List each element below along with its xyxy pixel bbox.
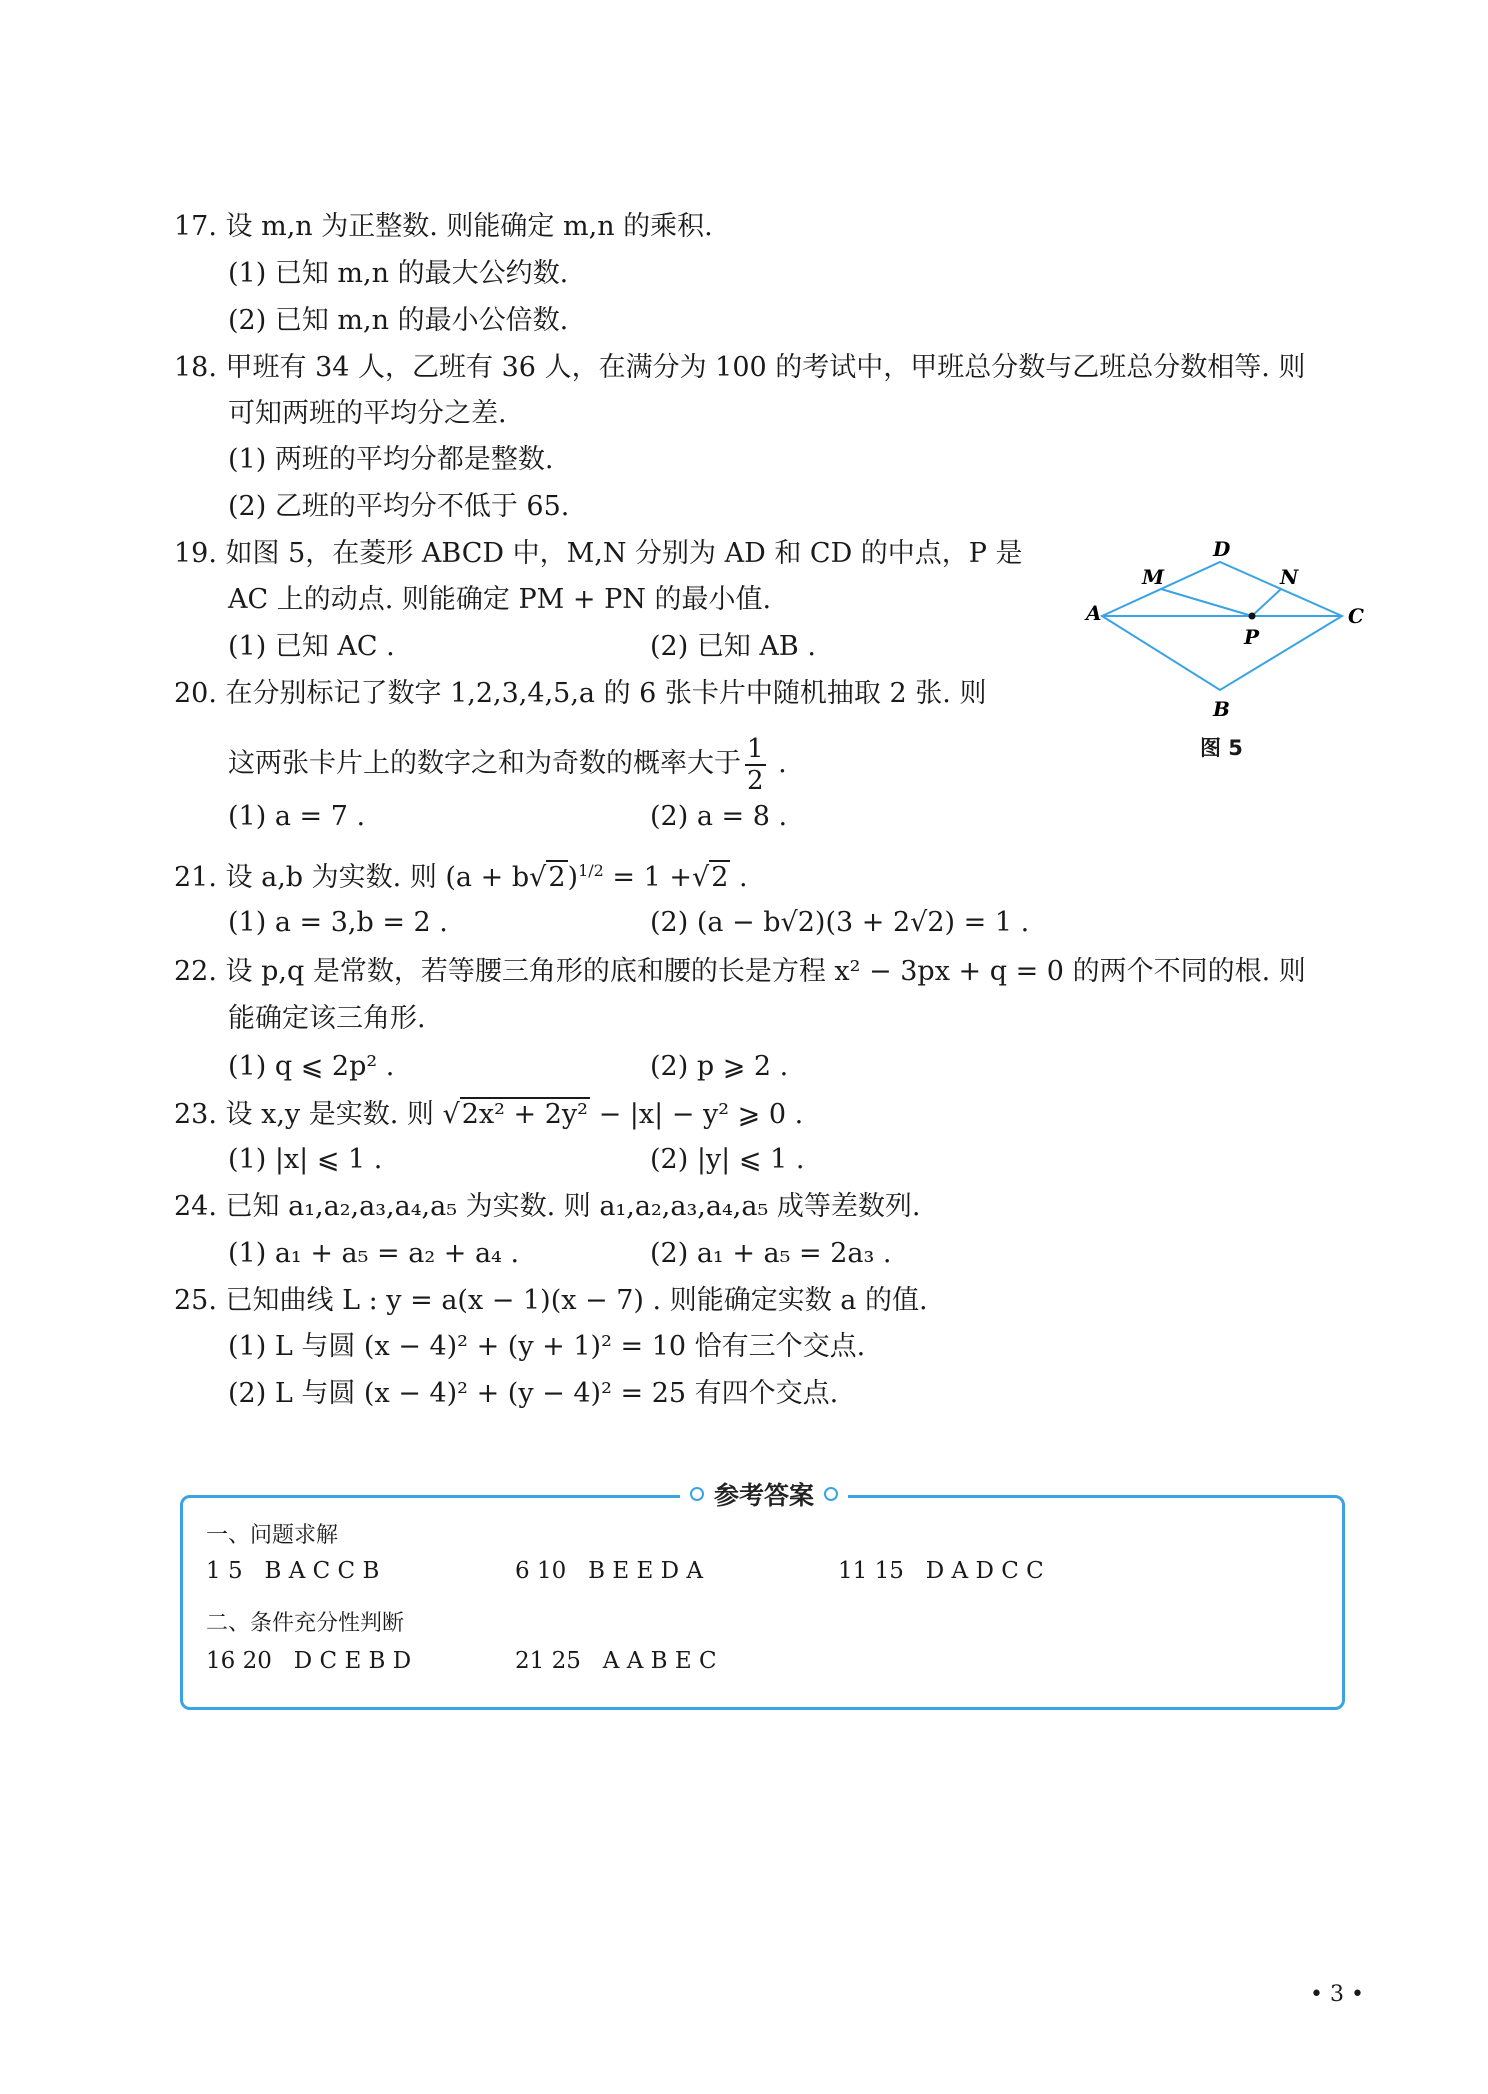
q21-exponent: 1/2 — [578, 861, 604, 880]
answer-row2-group2: 21 25 A A B E C — [515, 1648, 717, 1674]
q22-condition-2: (2) p ⩾ 2 . — [650, 1051, 789, 1082]
q20-frac-num: 1 — [747, 733, 764, 764]
q21-stem-d: . — [730, 862, 748, 893]
q20-stem-2: 这两张卡片上的数字之和为奇数的概率大于 — [228, 748, 741, 779]
answer-title-text: 参考答案 — [714, 1481, 815, 1510]
q23-condition-1: (1) |x| ⩽ 1 . — [228, 1144, 383, 1175]
label-c: C — [1348, 604, 1364, 628]
figure-caption: 图 5 — [1200, 736, 1243, 760]
q19-condition-1: (1) 已知 AC . — [228, 631, 395, 662]
q18-stem-2: 可知两班的平均分之差. — [228, 398, 507, 429]
q22-condition-1: (1) q ⩽ 2p² . — [228, 1051, 395, 1082]
answer-box — [180, 1495, 1345, 1710]
q20-stem-2-row: 这两张卡片上的数字之和为奇数的概率大于 $\frac{1}{2}$ . — [228, 733, 787, 796]
q21-stem: 21. 设 a,b 为实数. 则 $(a + b√2)^{1/2} = 1 +√2$ . — [174, 861, 748, 893]
answer-row2-group1: 16 20 D C E B D — [206, 1648, 412, 1674]
q22-stem-2: 能确定该三角形. — [228, 1003, 426, 1034]
q21-stem-c: = 1 + — [603, 862, 692, 893]
q25-condition-2: (2) L 与圆 (x − 4)² + (y − 4)² = 25 有四个交点. — [228, 1378, 839, 1409]
q23-radicand: 2x² + 2y² — [461, 1099, 588, 1130]
q17-condition-2: (2) 已知 m,n 的最小公倍数. — [228, 305, 569, 336]
q19-condition-2: (2) 已知 AB . — [650, 631, 816, 662]
q18-stem: 18. 甲班有 34 人，乙班有 36 人，在满分为 100 的考试中，甲班总分数与乙班总分数相等. 则 — [174, 352, 1306, 383]
q23-stem-b: − |x| − y² ⩾ 0 . — [590, 1099, 804, 1130]
q21-condition-2: (2) (a − b√2)(3 + 2√2) = 1 . — [650, 907, 1030, 938]
q17-stem: 17. 设 m,n 为正整数. 则能确定 m,n 的乘积. — [174, 211, 713, 242]
answer-row1-group1: 1 5 B A C C B — [206, 1558, 380, 1584]
label-b: B — [1213, 697, 1230, 721]
segment-pm — [1161, 589, 1252, 616]
q23-stem-a: 23. 设 x,y 是实数. 则 — [174, 1099, 434, 1130]
answer-title — [680, 1476, 848, 1512]
q21-condition-1: (1) a = 3,b = 2 . — [228, 907, 448, 938]
q22-stem: 22. 设 p,q 是常数，若等腰三角形的底和腰的长是方程 x² − 3px + q = 0 的两个不同的根. 则 — [174, 956, 1306, 987]
label-d: D — [1213, 540, 1231, 561]
q20-condition-2: (2) a = 8 . — [650, 801, 788, 832]
answer-row1-group3: 11 15 D A D C C — [838, 1558, 1044, 1584]
q19-stem-2: AC 上的动点. 则能确定 PM + PN 的最小值. — [228, 584, 772, 615]
q20-fraction — [745, 734, 766, 796]
label-m: M — [1142, 565, 1165, 589]
q21-radicand: 2 — [548, 862, 566, 893]
q25-condition-1: (1) L 与圆 (x − 4)² + (y + 1)² = 10 恰有三个交点. — [228, 1331, 866, 1362]
q23-condition-2: (2) |y| ⩽ 1 . — [650, 1144, 805, 1175]
ring-left-icon — [690, 1487, 704, 1501]
answer-row1-group2: 6 10 B E E D A — [515, 1558, 703, 1584]
q18-condition-2: (2) 乙班的平均分不低于 65. — [228, 491, 570, 522]
q24-condition-1: (1) a₁ + a₅ = a₂ + a₄ . — [228, 1238, 520, 1269]
label-p: P — [1244, 625, 1260, 649]
q21-stem-a: 21. 设 a,b 为实数. 则 (a + b — [174, 862, 530, 893]
q19-stem: 19. 如图 5，在菱形 ABCD 中，M,N 分别为 AD 和 CD 的中点，P 是 — [174, 538, 1023, 569]
q20-frac-den: 2 — [747, 765, 764, 796]
answer-section-2: 二、条件充分性判断 — [206, 1611, 405, 1636]
page-number: • 3 • — [1310, 1982, 1364, 2007]
point-p — [1249, 613, 1256, 620]
ring-right-icon — [824, 1487, 838, 1501]
label-a: A — [1086, 601, 1102, 625]
label-n: N — [1280, 565, 1299, 589]
q20-condition-1: (1) a = 7 . — [228, 801, 366, 832]
q25-stem: 25. 已知曲线 L : y = a(x − 1)(x − 7) . 则能确定实数 a 的值. — [174, 1285, 928, 1316]
q18-condition-1: (1) 两班的平均分都是整数. — [228, 444, 554, 475]
answer-section-1: 一、问题求解 — [206, 1523, 339, 1548]
q20-stem: 20. 在分别标记了数字 1,2,3,4,5,a 的 6 张卡片中随机抽取 2 张. 则 — [174, 678, 987, 709]
q17-condition-1: (1) 已知 m,n 的最大公约数. — [228, 258, 569, 289]
q24-condition-2: (2) a₁ + a₅ = 2a₃ . — [650, 1238, 892, 1269]
q24-stem: 24. 已知 a₁,a₂,a₃,a₄,a₅ 为实数. 则 a₁,a₂,a₃,a₄,a₅ 成等差数列. — [174, 1191, 921, 1222]
q21-radicand-2: 2 — [711, 862, 729, 893]
q21-stem-b: ) — [567, 862, 579, 893]
q23-stem: 23. 设 x,y 是实数. 则 √2x² + 2y² − |x| − y² ⩾ 0 . — [174, 1099, 804, 1130]
segment-pn — [1252, 589, 1281, 616]
